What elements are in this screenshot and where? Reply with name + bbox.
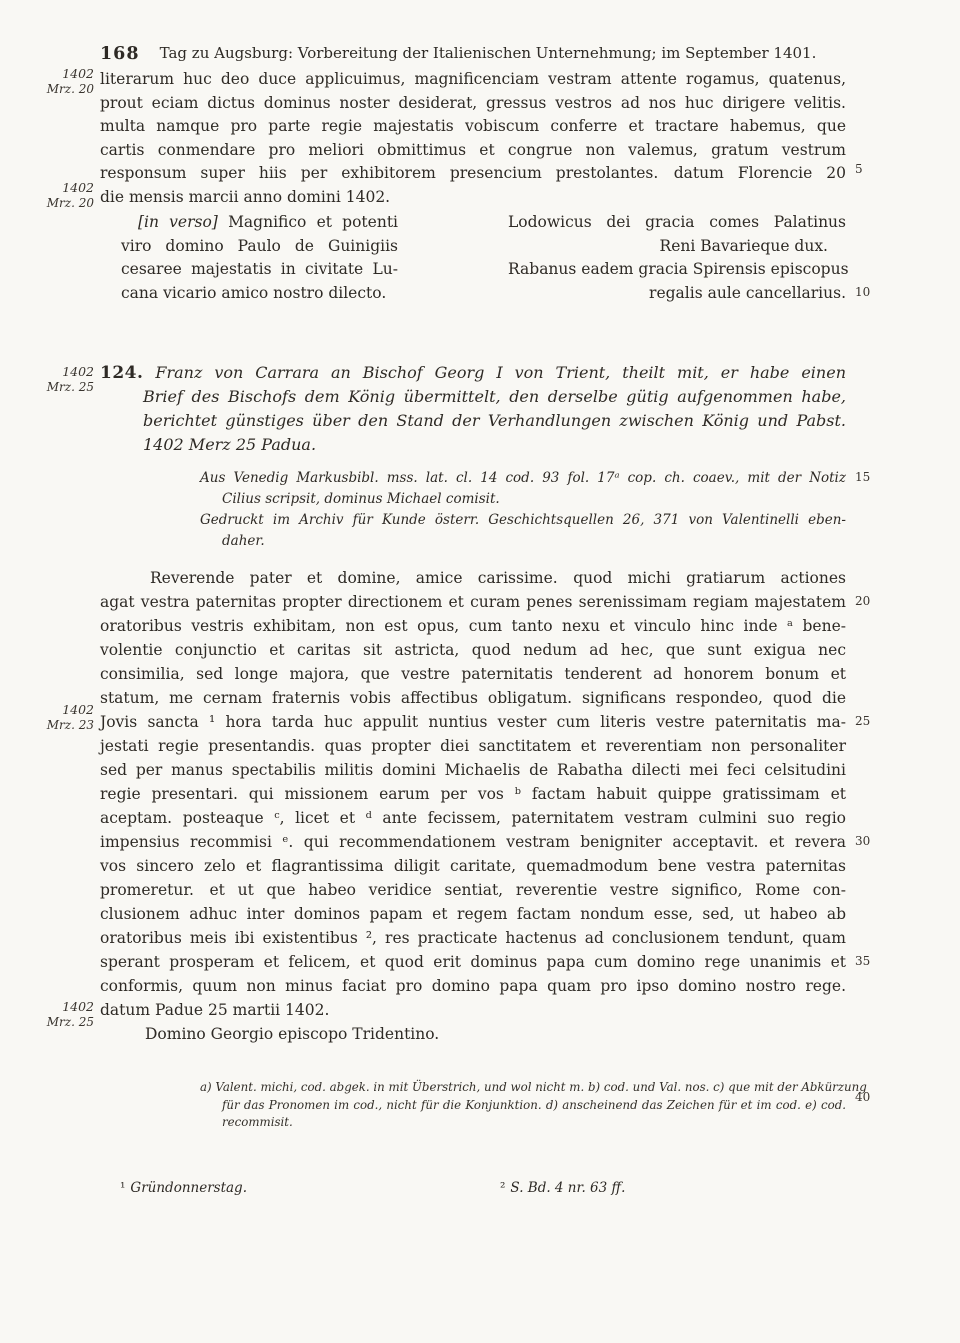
text-line: sperant prosperam et felicem, et quod erit dominus papa cum domino rege unanimis et: [100, 953, 846, 971]
margin-date-year: 1402: [62, 702, 94, 717]
margin-date-2: [34, 180, 94, 211]
margin-date-year: 1402: [62, 364, 94, 379]
address-left-column: [121, 211, 398, 305]
heading-line: berichtet günstiges über den Stand der Verhandlungen zwischen König und Pabst.: [143, 411, 846, 430]
margin-date-4: [34, 702, 94, 733]
heading-line: 1402 Merz 25 Padua.: [143, 435, 317, 454]
text-line: Reverende pater et domine, amice carissime. quod michi gratiarum actiones: [150, 569, 846, 587]
margin-date-day: Mrz. 20: [46, 82, 94, 96]
text-line: Jovis sancta ¹ hora tarda huc appulit nuntius vester cum literis vestre paternitatis ma-: [100, 713, 846, 731]
line-number-20: 20: [855, 594, 871, 608]
margin-date-day: Mrz. 20: [46, 196, 94, 210]
margin-date-day: Mrz. 23: [46, 718, 94, 732]
text-line: oratoribus vestris exhibitam, non est opus, cum tanto nexu et vinculo hinc inde ᵃ bene-: [100, 617, 846, 635]
text-line: cesaree majestatis in civitate Lu-: [121, 260, 398, 278]
text-line: Lodowicus dei gracia comes Palatinus: [508, 213, 846, 231]
text-line: aceptam. posteaque ᶜ, licet et ᵈ ante fecissem, paternitatem vestram culmini suo regio: [100, 809, 846, 827]
text-line: statum, me cernam fraternis vobis affectibus obligatum. significans respondeo, quod die: [100, 689, 846, 707]
line-number-25: 25: [855, 714, 871, 728]
text-line: viro domino Paulo de Guinigiis: [121, 236, 398, 255]
text-line: Rabanus eadem gracia Spirensis episcopus: [508, 260, 849, 278]
text-line: vos sincero zelo et flagrantissima diligit caritate, quemadmodum bene vestra paternitas: [100, 857, 846, 875]
source-note: [200, 468, 846, 552]
text-line: jestati regie presentandis. quas propter diei sanctitatem et reverentiam non personaliter: [100, 737, 846, 755]
source-line: daher.: [222, 533, 265, 549]
line-number-35: 35: [855, 954, 871, 968]
source-line: Gedruckt im Archiv für Kunde österr. Geschichtsquellen 26, 371 von Valentinelli eben-: [200, 512, 846, 528]
text-line: Domino Georgio episcopo Tridentino.: [145, 1025, 440, 1043]
heading-line: Brief des Bischofs dem König übermittelt, den derselbe gütig aufgenommen habe,: [143, 387, 846, 406]
text-line: consimilia, sed longe majora, que vestre paternitatis tenderent ad honorem bonum et: [100, 665, 846, 683]
text-line: [121, 211, 398, 235]
running-header-title: Tag zu Augsburg: Vorbereitung der Italienischen Unternehmung; im September 1401.: [159, 44, 817, 62]
footnote-marker: ²: [500, 1180, 506, 1196]
line-number-10: 10: [855, 285, 871, 299]
text-line: die mensis marcii anno domini 1402.: [100, 187, 391, 206]
text-line: multa namque pro parte regie majestatis vobiscum conferre et tractare habemus, que: [100, 117, 846, 135]
margin-date-1: [34, 66, 94, 97]
source-line: Cilius scripsit, dominus Michael comisit.: [222, 491, 500, 507]
margin-date-5: [34, 999, 94, 1030]
footnote-marker: ¹: [120, 1180, 126, 1196]
footnote-2: [500, 1180, 625, 1196]
address-right-column: [508, 211, 849, 305]
line-number-15: 15: [855, 470, 871, 484]
text-line: responsum super hiis per exhibitorem presencium prestolantes. datum Florencie 20: [100, 164, 846, 182]
page-number: 168: [100, 44, 140, 64]
letter-123-continuation: [100, 68, 846, 209]
text-line: impensius recommisi ᵉ. qui recommendationem vestram benigniter acceptavit. et revera: [100, 833, 846, 851]
apparatus-line: a) Valent. michi, cod. abgek. in mit Überstrich, und wol nicht m. b) cod. und Val. nos. c) que mit der Abkürzung: [200, 1080, 867, 1094]
text-line: cartis conmendare pro meliori obmittimus et congrue non valemus, gratum vestrum: [100, 140, 846, 159]
text-line: cana vicario amico nostro dilecto.: [121, 283, 387, 302]
footnote-text: Gründonnerstag.: [130, 1180, 247, 1196]
letter-124-body: [100, 566, 846, 1046]
source-line: Aus Venedig Markusbibl. mss. lat. cl. 14 cod. 93 fol. 17ᵃ cop. ch. coaev., mit der Notiz: [200, 470, 846, 486]
text-line: volentie conjunctio et caritas sit astricta, quod nedum ad hec, que sunt exigua nec: [100, 641, 846, 659]
margin-date-year: 1402: [62, 999, 94, 1014]
footnote-1: [120, 1180, 247, 1196]
text-line: datum Padue 25 martii 1402.: [100, 1001, 330, 1019]
text-line: sed per manus spectabilis militis domini Michaelis de Rabatha dilecti mei feci celsitudini: [100, 761, 846, 779]
text-line: prout eciam dictus dominus noster desiderat, gressus vestros ad nos huc dirigere velitis.: [100, 93, 846, 112]
margin-date-day: Mrz. 25: [46, 380, 94, 394]
footnote-text: S. Bd. 4 nr. 63 ff.: [510, 1180, 626, 1196]
text-line: promeretur. et ut que habeo veridice sentiat, reverentie vestre significo, Rome con-: [100, 881, 846, 899]
line-number-40: 40: [855, 1090, 871, 1104]
line-number-30: 30: [855, 834, 871, 848]
footnotes: [100, 1180, 846, 1202]
text-line: regie presentari. qui missionem earum per vos ᵇ factam habuit quippe gratissimam et: [100, 785, 846, 803]
apparatus-line: recommisit.: [222, 1115, 293, 1129]
margin-date-3: [34, 364, 94, 395]
apparatus-line: für das Pronomen im cod., nicht für die Konjunktion. d) anscheinend das Zeichen für et im cod. e) cod.: [222, 1097, 846, 1112]
text-line: regalis aule cancellarius.: [649, 283, 846, 302]
text-line: Reni Bavarieque dux.: [659, 236, 828, 255]
text-line: conformis, quum non minus faciat pro domino papa quam pro ipso domino nostro rege.: [100, 977, 846, 995]
margin-date-year: 1402: [62, 180, 94, 195]
margin-date-year: 1402: [62, 66, 94, 81]
margin-date-day: Mrz. 25: [46, 1015, 94, 1029]
text-line: clusionem adhuc inter dominos papam et regem factam nondum esse, sed, ut habeo ab: [100, 905, 846, 923]
heading-text: Franz von Carrara an Bischof Georg I von Trient, theilt mit, er habe einen: [155, 363, 846, 382]
heading-line: [100, 361, 846, 385]
entry-number: 124.: [100, 363, 144, 383]
text-line: oratoribus meis ibi existentibus ², res practicate hactenus ad conclusionem tendunt, quam: [100, 929, 846, 947]
address-text: Magnifico et potenti: [228, 213, 398, 231]
entry-124-heading: [100, 361, 846, 457]
text-line: agat vestra paternitas propter directionem et curam penes serenissimam regiam majestatem: [100, 593, 846, 611]
running-header: [100, 44, 846, 66]
text-line: literarum huc deo duce applicuimus, magnificenciam vestram attente rogamus, quatenus,: [100, 70, 846, 88]
line-number-5: 5: [855, 162, 863, 176]
in-verso-note: [in verso]: [138, 213, 218, 231]
